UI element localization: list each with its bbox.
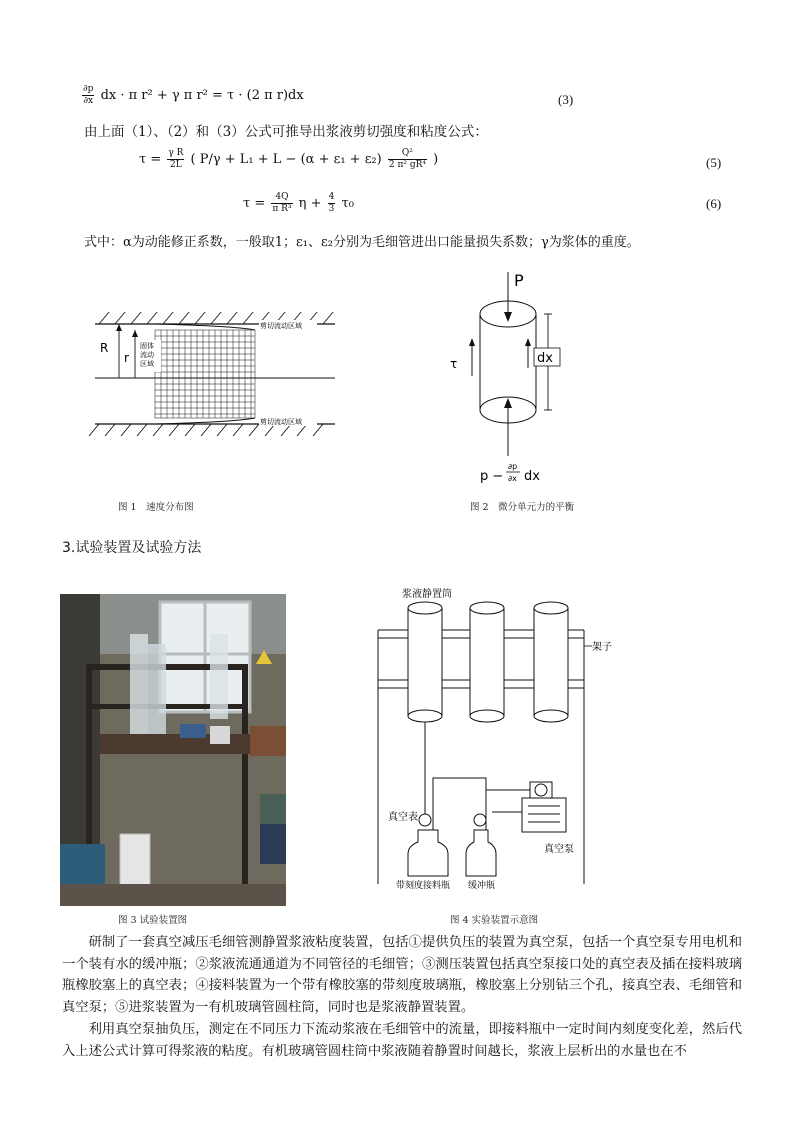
equation-5: τ = $\frac{\text{γ R}}{2L}$ ( P/γ + L₁ + L − (α + ε₁ + ε₂) $\frac{\text{Q²}}{\text{2 π² gR⁴}}$ ) xyxy=(139,148,439,170)
fig1-label-core-1: 固体 xyxy=(140,342,154,350)
figure-3-caption: 图 3 试验装置图 xyxy=(118,915,188,926)
symbol-definition-text: 式中：α为动能修正系数，一般取1；ε₁、ε₂分别为毛细管进出口能量损失系数；γ为浆体的重度。 xyxy=(84,235,640,250)
figure-4-caption: 图 4 实验装置示意图 xyxy=(450,915,539,926)
equation-3-body: dx · π r² + γ π r² = τ · (2 π r)dx xyxy=(100,88,304,103)
fig1-label-shear-top: 剪切流动区域 xyxy=(260,322,302,330)
equation-6-end: τ₀ xyxy=(341,196,354,211)
fig2-label-P: P xyxy=(514,271,524,290)
fig2-label-tau: τ xyxy=(450,357,458,371)
svg-text:∂p: ∂p xyxy=(508,462,518,471)
velocity-grid xyxy=(155,330,255,418)
equation-intro-text: 由上面（1）、（2）和（3）公式可推导出浆液剪切强度和粘度公式： xyxy=(84,124,488,140)
paragraph-method: 利用真空泵抽负压，测定在不同压力下流动浆液在毛细管中的流量，即接料瓶中一定时间内刻度变化差，然后代入上述公式计算可得浆液的粘度。有机玻璃管圆柱筒中浆液随着静置时间越长，浆液上层析出的水量也在不 xyxy=(62,1022,742,1059)
equation-5-lhs: τ = xyxy=(139,152,162,167)
fig4-label-gauge: 真空表 xyxy=(388,812,418,823)
fig1-label-R: R xyxy=(100,341,109,355)
equation-6-number: (6) xyxy=(706,196,722,211)
figure-4-apparatus-schematic xyxy=(370,584,680,894)
paragraph-apparatus: 研制了一套真空减压毛细管测静置浆液粘度装置，包括①提供负压的装置为真空泵，包括一个真空泵专用电机和一个装有水的缓冲瓶；②浆液流通通道为不同管径的毛细管；③测压装置包括真空泵接口处的真空表及插在接料玻璃瓶橡胶塞上的真空表；④接料装置为一个带有橡胶塞的带刻度玻璃瓶，橡胶塞上分别钻三个孔，接真空表、毛细管和真空泵；⑤进浆装置为一有机玻璃管圆柱筒，同时也是浆液静置装置。 xyxy=(62,935,742,1015)
fig1-label-r: r xyxy=(124,351,129,365)
fig2-label-bottom-p: p − xyxy=(480,469,504,484)
equation-5-mid: ( P/γ + L₁ + L − (α + ε₁ + ε₂) xyxy=(190,152,382,167)
fig4-label-pump: 真空泵 xyxy=(544,844,574,855)
figure-1-velocity-distribution xyxy=(85,300,345,445)
section-heading: 3.试验装置及试验方法 xyxy=(62,540,202,556)
fig1-label-shear-bottom: 剪切流动区域 xyxy=(260,418,302,426)
fig4-bottles xyxy=(408,830,496,876)
fig4-cylinders xyxy=(408,602,568,722)
equation-3-number: (3) xyxy=(558,92,574,107)
fig4-label-frame: 架子 xyxy=(592,642,612,653)
equation-5-number: (5) xyxy=(706,155,722,170)
equation-6-mid: η + xyxy=(298,196,322,211)
equation-3: $\frac{\partial p}{\partial x}$ dx · π r² + γ π r² = τ · (2 π r)dx xyxy=(83,84,304,106)
fig1-label-core-3: 区域 xyxy=(140,360,154,368)
figure-2-caption: 图 2 微分单元力的平衡 xyxy=(470,502,575,513)
equation-6: τ = $\frac{4Q}{\text{π R³}}$ η + $\frac{4}{3}$ τ₀ xyxy=(243,192,354,214)
figure-1-caption: 图 1 速度分布图 xyxy=(118,502,194,513)
fig2-label-bottom-dx: dx xyxy=(524,469,540,484)
fig4-label-bottle2: 缓冲瓶 xyxy=(468,881,496,891)
svg-text:∂x: ∂x xyxy=(508,474,517,483)
figure-3-apparatus-photo xyxy=(60,594,286,906)
fig4-label-bottle1: 带刻度接料瓶 xyxy=(396,881,451,891)
fig2-label-dx: dx xyxy=(537,351,553,366)
equation-5-end: ) xyxy=(433,152,439,167)
equation-6-lhs: τ = xyxy=(243,196,266,211)
fig4-label-tank: 浆液静置筒 xyxy=(402,589,452,600)
fig1-label-core-2: 流动 xyxy=(140,351,154,359)
figure-2-force-balance xyxy=(440,268,610,488)
